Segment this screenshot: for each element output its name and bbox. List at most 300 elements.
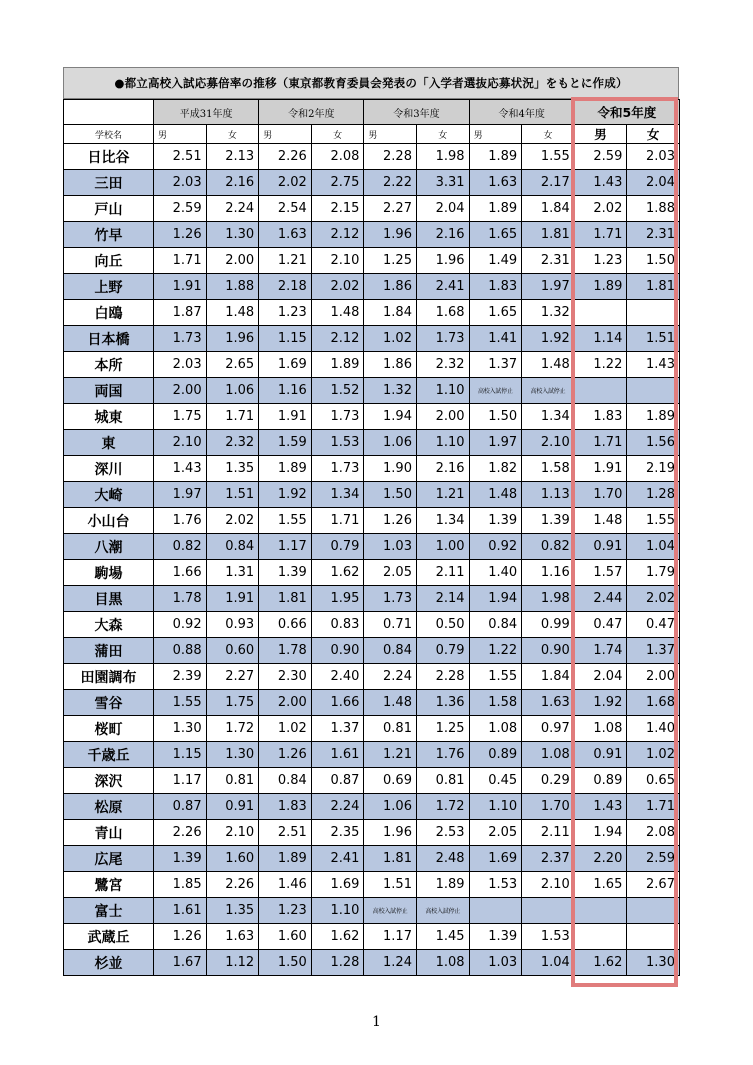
female-ratio-cell: 1.96 bbox=[206, 326, 259, 352]
male-ratio-cell: 0.45 bbox=[469, 768, 522, 794]
female-ratio-cell: 1.34 bbox=[416, 508, 469, 534]
female-ratio-cell: 2.00 bbox=[206, 248, 259, 274]
year-header: 令和3年度 bbox=[364, 100, 469, 125]
male-ratio-cell: 2.51 bbox=[154, 144, 207, 170]
table-row bbox=[64, 456, 680, 482]
male-header: 男 bbox=[364, 125, 417, 144]
female-ratio-cell: 2.04 bbox=[627, 170, 680, 196]
table-row bbox=[64, 690, 680, 716]
female-ratio-cell bbox=[627, 924, 680, 950]
female-ratio-cell: 0.79 bbox=[416, 638, 469, 664]
school-name: 田園調布 bbox=[64, 664, 154, 690]
female-ratio-cell: 1.71 bbox=[206, 404, 259, 430]
year-header: 令和2年度 bbox=[259, 100, 364, 125]
female-ratio-cell: 1.12 bbox=[206, 950, 259, 976]
female-ratio-cell: 1.08 bbox=[522, 742, 575, 768]
male-ratio-cell: 1.40 bbox=[469, 560, 522, 586]
male-ratio-cell: 0.66 bbox=[259, 612, 312, 638]
female-ratio-cell: 0.90 bbox=[522, 638, 575, 664]
male-ratio-cell: 0.88 bbox=[154, 638, 207, 664]
male-ratio-cell: 1.89 bbox=[259, 456, 312, 482]
school-name: 富士 bbox=[64, 898, 154, 924]
male-ratio-cell: 2.05 bbox=[364, 560, 417, 586]
table-row bbox=[64, 482, 680, 508]
male-ratio-cell: 0.92 bbox=[154, 612, 207, 638]
female-ratio-cell: 1.10 bbox=[416, 378, 469, 404]
female-ratio-cell: 1.48 bbox=[206, 300, 259, 326]
male-ratio-cell: 2.00 bbox=[154, 378, 207, 404]
male-ratio-cell: 1.82 bbox=[469, 456, 522, 482]
female-ratio-cell: 0.90 bbox=[311, 638, 364, 664]
female-ratio-cell: 1.45 bbox=[416, 924, 469, 950]
male-ratio-cell: 1.03 bbox=[469, 950, 522, 976]
male-ratio-cell: 1.23 bbox=[259, 300, 312, 326]
female-ratio-cell: 1.51 bbox=[206, 482, 259, 508]
female-ratio-cell: 2.27 bbox=[206, 664, 259, 690]
female-ratio-cell: 2.37 bbox=[522, 846, 575, 872]
female-ratio-cell: 1.88 bbox=[627, 196, 680, 222]
table-row bbox=[64, 612, 680, 638]
table-row bbox=[64, 872, 680, 898]
table-row bbox=[64, 664, 680, 690]
table-row bbox=[64, 898, 680, 924]
school-name: 松原 bbox=[64, 794, 154, 820]
female-ratio-cell: 3.31 bbox=[416, 170, 469, 196]
female-ratio-cell: 2.26 bbox=[206, 872, 259, 898]
female-ratio-cell: 1.43 bbox=[627, 352, 680, 378]
female-ratio-cell: 2.00 bbox=[627, 664, 680, 690]
female-ratio-cell bbox=[522, 898, 575, 924]
female-ratio-cell: 2.10 bbox=[522, 430, 575, 456]
male-ratio-cell bbox=[469, 898, 522, 924]
female-ratio-cell: 1.68 bbox=[416, 300, 469, 326]
school-name: 広尾 bbox=[64, 846, 154, 872]
female-header: 女 bbox=[206, 125, 259, 144]
female-ratio-cell: 0.84 bbox=[206, 534, 259, 560]
male-ratio-cell: 0.87 bbox=[154, 794, 207, 820]
female-ratio-cell: 2.24 bbox=[311, 794, 364, 820]
female-ratio-cell: 1.73 bbox=[311, 404, 364, 430]
male-ratio-cell: 1.91 bbox=[154, 274, 207, 300]
male-ratio-cell: 1.71 bbox=[574, 222, 627, 248]
female-ratio-cell: 2.28 bbox=[416, 664, 469, 690]
male-ratio-cell: 0.69 bbox=[364, 768, 417, 794]
female-ratio-cell: 1.37 bbox=[627, 638, 680, 664]
female-ratio-cell: 0.93 bbox=[206, 612, 259, 638]
table-row bbox=[64, 352, 680, 378]
female-ratio-cell: 1.89 bbox=[416, 872, 469, 898]
female-ratio-cell: 1.55 bbox=[522, 144, 575, 170]
school-name: 青山 bbox=[64, 820, 154, 846]
table-row bbox=[64, 794, 680, 820]
male-ratio-cell: 1.15 bbox=[259, 326, 312, 352]
female-ratio-cell: 2.16 bbox=[416, 456, 469, 482]
male-ratio-cell: 1.94 bbox=[364, 404, 417, 430]
table-row bbox=[64, 274, 680, 300]
school-name: 大森 bbox=[64, 612, 154, 638]
male-ratio-cell: 1.21 bbox=[364, 742, 417, 768]
female-ratio-cell: 1.62 bbox=[311, 560, 364, 586]
female-ratio-cell: 1.69 bbox=[311, 872, 364, 898]
male-ratio-cell: 1.15 bbox=[154, 742, 207, 768]
male-ratio-cell: 1.55 bbox=[259, 508, 312, 534]
table-row bbox=[64, 508, 680, 534]
female-header: 女 bbox=[522, 125, 575, 144]
male-ratio-cell: 2.24 bbox=[364, 664, 417, 690]
female-ratio-cell: 1.37 bbox=[311, 716, 364, 742]
female-ratio-cell: 2.32 bbox=[416, 352, 469, 378]
female-ratio-cell: 0.97 bbox=[522, 716, 575, 742]
female-ratio-cell: 1.96 bbox=[416, 248, 469, 274]
male-ratio-cell: 2.54 bbox=[259, 196, 312, 222]
female-ratio-cell: 1.72 bbox=[416, 794, 469, 820]
male-ratio-cell: 高校入試停止 bbox=[469, 378, 522, 404]
male-ratio-cell: 1.75 bbox=[154, 404, 207, 430]
female-ratio-cell: 1.95 bbox=[311, 586, 364, 612]
table-row bbox=[64, 924, 680, 950]
school-name: 目黒 bbox=[64, 586, 154, 612]
male-ratio-cell: 2.51 bbox=[259, 820, 312, 846]
year-header: 令和4年度 bbox=[469, 100, 574, 125]
male-ratio-cell: 1.73 bbox=[154, 326, 207, 352]
female-ratio-cell: 2.03 bbox=[627, 144, 680, 170]
male-ratio-cell: 0.47 bbox=[574, 612, 627, 638]
female-ratio-cell: 2.11 bbox=[416, 560, 469, 586]
male-ratio-cell: 1.26 bbox=[259, 742, 312, 768]
table-row bbox=[64, 144, 680, 170]
female-ratio-cell: 1.10 bbox=[311, 898, 364, 924]
male-header: 男 bbox=[259, 125, 312, 144]
male-ratio-cell: 1.86 bbox=[364, 274, 417, 300]
female-ratio-cell: 1.10 bbox=[416, 430, 469, 456]
male-header: 男 bbox=[574, 125, 627, 144]
female-ratio-cell: 1.30 bbox=[206, 222, 259, 248]
school-name: 戸山 bbox=[64, 196, 154, 222]
male-ratio-cell: 1.51 bbox=[364, 872, 417, 898]
school-name: 鷺宮 bbox=[64, 872, 154, 898]
female-ratio-cell: 1.06 bbox=[206, 378, 259, 404]
male-ratio-cell: 0.81 bbox=[364, 716, 417, 742]
male-ratio-cell: 0.91 bbox=[574, 742, 627, 768]
table-row bbox=[64, 638, 680, 664]
female-ratio-cell: 1.63 bbox=[522, 690, 575, 716]
male-ratio-cell: 1.17 bbox=[259, 534, 312, 560]
year-header-row bbox=[64, 100, 680, 125]
male-ratio-cell: 1.83 bbox=[259, 794, 312, 820]
male-ratio-cell: 1.61 bbox=[154, 898, 207, 924]
male-ratio-cell: 1.23 bbox=[259, 898, 312, 924]
male-ratio-cell: 1.24 bbox=[364, 950, 417, 976]
table-row bbox=[64, 404, 680, 430]
male-ratio-cell: 1.43 bbox=[574, 794, 627, 820]
male-ratio-cell: 1.22 bbox=[469, 638, 522, 664]
table-row bbox=[64, 222, 680, 248]
male-ratio-cell: 1.91 bbox=[259, 404, 312, 430]
female-ratio-cell: 1.52 bbox=[311, 378, 364, 404]
male-ratio-cell: 1.96 bbox=[364, 820, 417, 846]
male-ratio-cell: 1.74 bbox=[574, 638, 627, 664]
female-ratio-cell: 2.40 bbox=[311, 664, 364, 690]
female-ratio-cell: 1.00 bbox=[416, 534, 469, 560]
female-ratio-cell: 2.11 bbox=[522, 820, 575, 846]
male-ratio-cell: 1.89 bbox=[259, 846, 312, 872]
female-ratio-cell: 1.50 bbox=[627, 248, 680, 274]
male-ratio-cell: 1.14 bbox=[574, 326, 627, 352]
year-header: 平成31年度 bbox=[154, 100, 259, 125]
male-ratio-cell: 1.39 bbox=[469, 508, 522, 534]
male-ratio-cell: 1.58 bbox=[469, 690, 522, 716]
ratio-sheet bbox=[63, 67, 679, 976]
female-ratio-cell: 0.91 bbox=[206, 794, 259, 820]
male-ratio-cell: 2.00 bbox=[259, 690, 312, 716]
female-ratio-cell: 1.04 bbox=[522, 950, 575, 976]
male-ratio-cell: 1.69 bbox=[469, 846, 522, 872]
female-ratio-cell: 2.14 bbox=[416, 586, 469, 612]
female-ratio-cell: 1.48 bbox=[522, 352, 575, 378]
female-ratio-cell: 1.79 bbox=[627, 560, 680, 586]
male-ratio-cell: 2.18 bbox=[259, 274, 312, 300]
male-ratio-cell: 2.22 bbox=[364, 170, 417, 196]
male-ratio-cell: 1.62 bbox=[574, 950, 627, 976]
male-ratio-cell: 1.71 bbox=[154, 248, 207, 274]
male-ratio-cell: 1.39 bbox=[469, 924, 522, 950]
male-ratio-cell: 2.10 bbox=[154, 430, 207, 456]
male-ratio-cell: 1.83 bbox=[469, 274, 522, 300]
table-row bbox=[64, 768, 680, 794]
male-ratio-cell: 0.82 bbox=[154, 534, 207, 560]
female-ratio-cell: 2.10 bbox=[206, 820, 259, 846]
male-ratio-cell: 1.50 bbox=[259, 950, 312, 976]
female-ratio-cell: 2.02 bbox=[311, 274, 364, 300]
female-ratio-cell: 2.31 bbox=[627, 222, 680, 248]
male-ratio-cell: 1.48 bbox=[469, 482, 522, 508]
male-ratio-cell: 1.94 bbox=[469, 586, 522, 612]
female-ratio-cell: 2.13 bbox=[206, 144, 259, 170]
female-ratio-cell: 1.30 bbox=[627, 950, 680, 976]
female-ratio-cell: 0.81 bbox=[206, 768, 259, 794]
male-ratio-cell: 1.16 bbox=[259, 378, 312, 404]
female-ratio-cell: 1.89 bbox=[311, 352, 364, 378]
male-ratio-cell: 1.08 bbox=[574, 716, 627, 742]
female-ratio-cell: 1.66 bbox=[311, 690, 364, 716]
male-ratio-cell: 2.04 bbox=[574, 664, 627, 690]
female-ratio-cell: 0.65 bbox=[627, 768, 680, 794]
male-ratio-cell: 1.69 bbox=[259, 352, 312, 378]
male-ratio-cell: 1.89 bbox=[574, 274, 627, 300]
blank-header-cell bbox=[64, 100, 154, 125]
gender-header-row bbox=[64, 125, 680, 144]
male-ratio-cell: 1.96 bbox=[364, 222, 417, 248]
female-ratio-cell: 0.81 bbox=[416, 768, 469, 794]
female-ratio-cell: 0.79 bbox=[311, 534, 364, 560]
male-ratio-cell: 1.81 bbox=[364, 846, 417, 872]
female-ratio-cell: 2.32 bbox=[206, 430, 259, 456]
school-name: 向丘 bbox=[64, 248, 154, 274]
female-ratio-cell: 1.61 bbox=[311, 742, 364, 768]
female-ratio-cell: 1.98 bbox=[416, 144, 469, 170]
school-name: 深沢 bbox=[64, 768, 154, 794]
female-ratio-cell: 1.02 bbox=[627, 742, 680, 768]
female-ratio-cell: 1.28 bbox=[311, 950, 364, 976]
school-name: 小山台 bbox=[64, 508, 154, 534]
male-header: 男 bbox=[469, 125, 522, 144]
female-ratio-cell: 1.36 bbox=[416, 690, 469, 716]
female-ratio-cell: 2.35 bbox=[311, 820, 364, 846]
male-ratio-cell: 1.67 bbox=[154, 950, 207, 976]
female-ratio-cell: 1.40 bbox=[627, 716, 680, 742]
female-ratio-cell: 1.34 bbox=[311, 482, 364, 508]
male-ratio-cell: 2.02 bbox=[574, 196, 627, 222]
male-ratio-cell: 2.59 bbox=[154, 196, 207, 222]
male-ratio-cell: 1.26 bbox=[154, 222, 207, 248]
male-ratio-cell: 1.08 bbox=[469, 716, 522, 742]
male-ratio-cell: 1.94 bbox=[574, 820, 627, 846]
male-ratio-cell: 0.84 bbox=[364, 638, 417, 664]
female-ratio-cell: 1.53 bbox=[311, 430, 364, 456]
male-ratio-cell: 1.17 bbox=[154, 768, 207, 794]
table-row bbox=[64, 378, 680, 404]
male-ratio-cell: 0.84 bbox=[469, 612, 522, 638]
female-ratio-cell: 1.73 bbox=[311, 456, 364, 482]
male-ratio-cell bbox=[574, 300, 627, 326]
male-ratio-cell: 2.20 bbox=[574, 846, 627, 872]
female-ratio-cell: 1.56 bbox=[627, 430, 680, 456]
female-ratio-cell: 1.71 bbox=[627, 794, 680, 820]
female-ratio-cell: 1.84 bbox=[522, 664, 575, 690]
male-ratio-cell: 1.53 bbox=[469, 872, 522, 898]
female-ratio-cell: 1.55 bbox=[627, 508, 680, 534]
female-ratio-cell: 2.16 bbox=[206, 170, 259, 196]
male-ratio-cell: 1.39 bbox=[154, 846, 207, 872]
female-ratio-cell: 1.62 bbox=[311, 924, 364, 950]
female-ratio-cell: 0.87 bbox=[311, 768, 364, 794]
table-row bbox=[64, 560, 680, 586]
female-ratio-cell: 1.68 bbox=[627, 690, 680, 716]
female-ratio-cell: 2.10 bbox=[311, 248, 364, 274]
female-ratio-cell: 2.17 bbox=[522, 170, 575, 196]
male-ratio-cell: 1.89 bbox=[469, 196, 522, 222]
female-ratio-cell: 0.83 bbox=[311, 612, 364, 638]
table-row bbox=[64, 248, 680, 274]
male-ratio-cell: 1.49 bbox=[469, 248, 522, 274]
school-name: 千歳丘 bbox=[64, 742, 154, 768]
male-ratio-cell: 1.37 bbox=[469, 352, 522, 378]
male-ratio-cell: 0.71 bbox=[364, 612, 417, 638]
female-ratio-cell: 2.12 bbox=[311, 222, 364, 248]
school-name: 東 bbox=[64, 430, 154, 456]
male-ratio-cell: 0.84 bbox=[259, 768, 312, 794]
female-ratio-cell: 0.47 bbox=[627, 612, 680, 638]
female-ratio-cell bbox=[627, 300, 680, 326]
male-ratio-cell: 1.78 bbox=[154, 586, 207, 612]
female-ratio-cell: 1.39 bbox=[522, 508, 575, 534]
male-ratio-cell: 1.63 bbox=[259, 222, 312, 248]
male-ratio-cell: 2.26 bbox=[259, 144, 312, 170]
school-name: 竹早 bbox=[64, 222, 154, 248]
school-name: 上野 bbox=[64, 274, 154, 300]
male-ratio-cell: 1.91 bbox=[574, 456, 627, 482]
table-row bbox=[64, 716, 680, 742]
male-ratio-cell: 1.43 bbox=[574, 170, 627, 196]
male-ratio-cell: 1.48 bbox=[574, 508, 627, 534]
school-name: 大崎 bbox=[64, 482, 154, 508]
school-name: 三田 bbox=[64, 170, 154, 196]
male-ratio-cell: 0.89 bbox=[574, 768, 627, 794]
male-ratio-cell: 1.63 bbox=[469, 170, 522, 196]
table-row bbox=[64, 586, 680, 612]
female-ratio-cell: 1.84 bbox=[522, 196, 575, 222]
female-ratio-cell: 2.02 bbox=[627, 586, 680, 612]
male-ratio-cell: 1.65 bbox=[574, 872, 627, 898]
male-ratio-cell: 1.23 bbox=[574, 248, 627, 274]
male-ratio-cell: 1.50 bbox=[364, 482, 417, 508]
female-ratio-cell: 1.35 bbox=[206, 456, 259, 482]
female-ratio-cell: 1.81 bbox=[627, 274, 680, 300]
female-ratio-cell: 2.41 bbox=[311, 846, 364, 872]
year-header-highlighted: 令和5年度 bbox=[574, 100, 679, 125]
female-ratio-cell: 1.51 bbox=[627, 326, 680, 352]
female-ratio-cell bbox=[627, 378, 680, 404]
male-ratio-cell: 2.27 bbox=[364, 196, 417, 222]
male-ratio-cell: 1.78 bbox=[259, 638, 312, 664]
table-row bbox=[64, 820, 680, 846]
female-header: 女 bbox=[416, 125, 469, 144]
male-ratio-cell: 1.89 bbox=[469, 144, 522, 170]
male-ratio-cell: 1.60 bbox=[259, 924, 312, 950]
female-ratio-cell: 2.65 bbox=[206, 352, 259, 378]
male-ratio-cell: 2.03 bbox=[154, 170, 207, 196]
male-ratio-cell: 1.26 bbox=[154, 924, 207, 950]
female-ratio-cell: 1.53 bbox=[522, 924, 575, 950]
female-ratio-cell: 0.99 bbox=[522, 612, 575, 638]
school-name: 深川 bbox=[64, 456, 154, 482]
male-ratio-cell: 1.55 bbox=[154, 690, 207, 716]
school-name-header: 学校名 bbox=[64, 125, 154, 144]
female-ratio-cell: 1.28 bbox=[627, 482, 680, 508]
table-row bbox=[64, 430, 680, 456]
table-row bbox=[64, 742, 680, 768]
male-ratio-cell: 1.81 bbox=[259, 586, 312, 612]
female-ratio-cell: 2.31 bbox=[522, 248, 575, 274]
male-ratio-cell: 2.26 bbox=[154, 820, 207, 846]
male-ratio-cell: 1.97 bbox=[469, 430, 522, 456]
male-ratio-cell: 1.66 bbox=[154, 560, 207, 586]
male-ratio-cell: 1.71 bbox=[574, 430, 627, 456]
male-ratio-cell: 1.17 bbox=[364, 924, 417, 950]
male-ratio-cell: 1.92 bbox=[574, 690, 627, 716]
school-name: 八潮 bbox=[64, 534, 154, 560]
male-ratio-cell: 2.02 bbox=[259, 170, 312, 196]
female-ratio-cell: 2.00 bbox=[416, 404, 469, 430]
school-name: 本所 bbox=[64, 352, 154, 378]
school-name: 白鴎 bbox=[64, 300, 154, 326]
male-ratio-cell: 2.03 bbox=[154, 352, 207, 378]
table-row bbox=[64, 196, 680, 222]
male-ratio-cell: 1.97 bbox=[154, 482, 207, 508]
table-row bbox=[64, 170, 680, 196]
male-ratio-cell: 1.92 bbox=[259, 482, 312, 508]
male-ratio-cell: 1.57 bbox=[574, 560, 627, 586]
male-ratio-cell: 2.30 bbox=[259, 664, 312, 690]
female-ratio-cell: 1.73 bbox=[416, 326, 469, 352]
male-ratio-cell: 1.48 bbox=[364, 690, 417, 716]
male-ratio-cell: 0.89 bbox=[469, 742, 522, 768]
school-name: 駒場 bbox=[64, 560, 154, 586]
female-ratio-cell: 2.10 bbox=[522, 872, 575, 898]
female-ratio-cell: 0.82 bbox=[522, 534, 575, 560]
male-ratio-cell: 1.85 bbox=[154, 872, 207, 898]
male-ratio-cell bbox=[574, 378, 627, 404]
